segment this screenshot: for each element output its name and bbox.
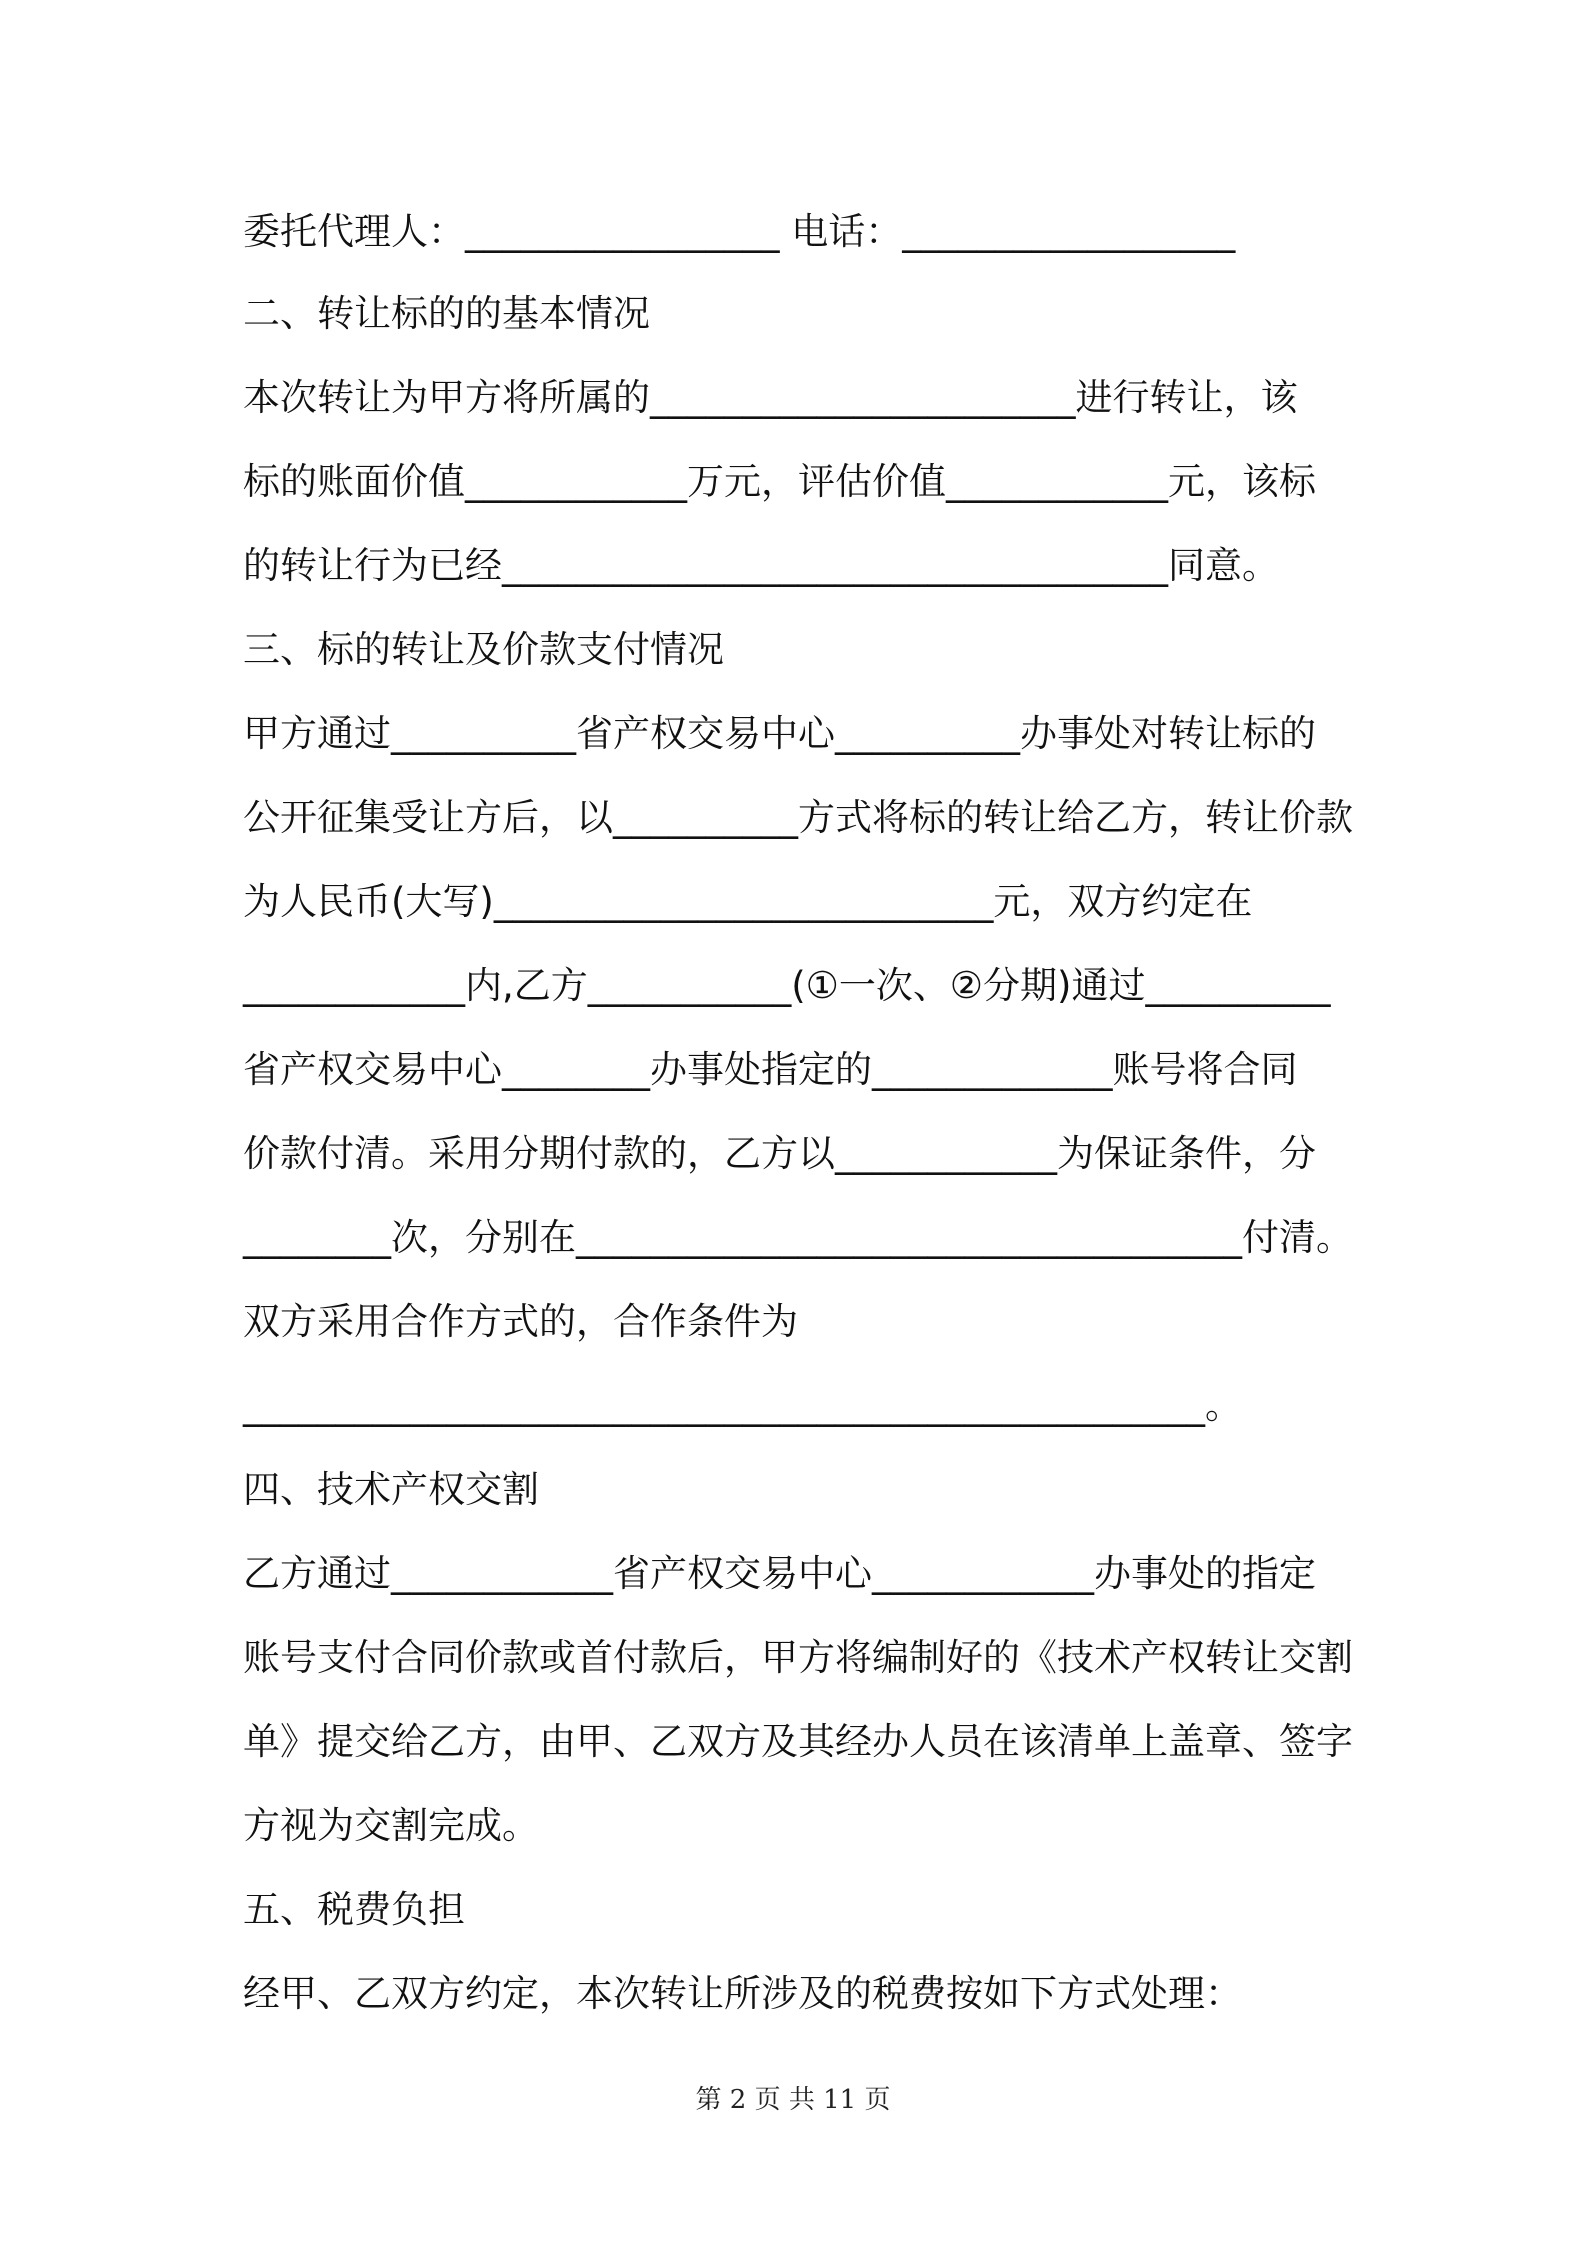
paragraph-line: 单》提交给乙方，由甲、乙双方及其经办人员在该清单上盖章、签字 — [243, 1720, 1353, 1763]
blank-fill-line: ____________________________________________________。 — [243, 1384, 1242, 1427]
paragraph-line: 经甲、乙双方约定，本次转让所涉及的税费按如下方式处理： — [243, 1972, 1242, 2015]
section-heading-4: 四、技术产权交割 — [243, 1468, 539, 1511]
paragraph-line: 的转让行为已经____________________________________同意。 — [243, 544, 1279, 587]
paragraph-line: 省产权交易中心________办事处指定的_____________账号将合同 — [243, 1048, 1298, 1091]
paragraph-line: 本次转让为甲方将所属的_______________________进行转让，该 — [243, 376, 1298, 419]
paragraph-line: 价款付清。采用分期付款的，乙方以____________为保证条件，分 — [243, 1132, 1316, 1175]
paragraph-line: 双方采用合作方式的，合作条件为 — [243, 1300, 798, 1343]
section-heading-2: 二、转让标的的基本情况 — [243, 292, 650, 335]
section-heading-5: 五、税费负担 — [243, 1888, 465, 1931]
paragraph-line: ____________内,乙方___________(①一次、②分期)通过__________ — [243, 964, 1331, 1007]
section-heading-3: 三、标的转让及价款支付情况 — [243, 628, 724, 671]
paragraph-line: 方视为交割完成。 — [243, 1804, 539, 1847]
page-number-footer: 第 2 页 共 11 页 — [695, 2085, 891, 2115]
paragraph-line: 乙方通过____________省产权交易中心____________办事处的指定 — [243, 1552, 1316, 1595]
agent-phone-line: 委托代理人：_________________ 电话：__________________ — [243, 210, 1236, 253]
paragraph-line: 甲方通过__________省产权交易中心__________办事处对转让标的 — [243, 712, 1316, 755]
paragraph-line: 公开征集受让方后，以__________方式将标的转让给乙方，转让价款 — [243, 796, 1353, 839]
paragraph-line: ________次，分别在____________________________________付清。 — [243, 1216, 1353, 1259]
paragraph-line: 标的账面价值____________万元，评估价值____________元，该标 — [243, 460, 1316, 503]
paragraph-line: 账号支付合同价款或首付款后，甲方将编制好的《技术产权转让交割 — [243, 1636, 1353, 1679]
paragraph-line: 为人民币(大写)___________________________元，双方约定在 — [243, 880, 1253, 923]
